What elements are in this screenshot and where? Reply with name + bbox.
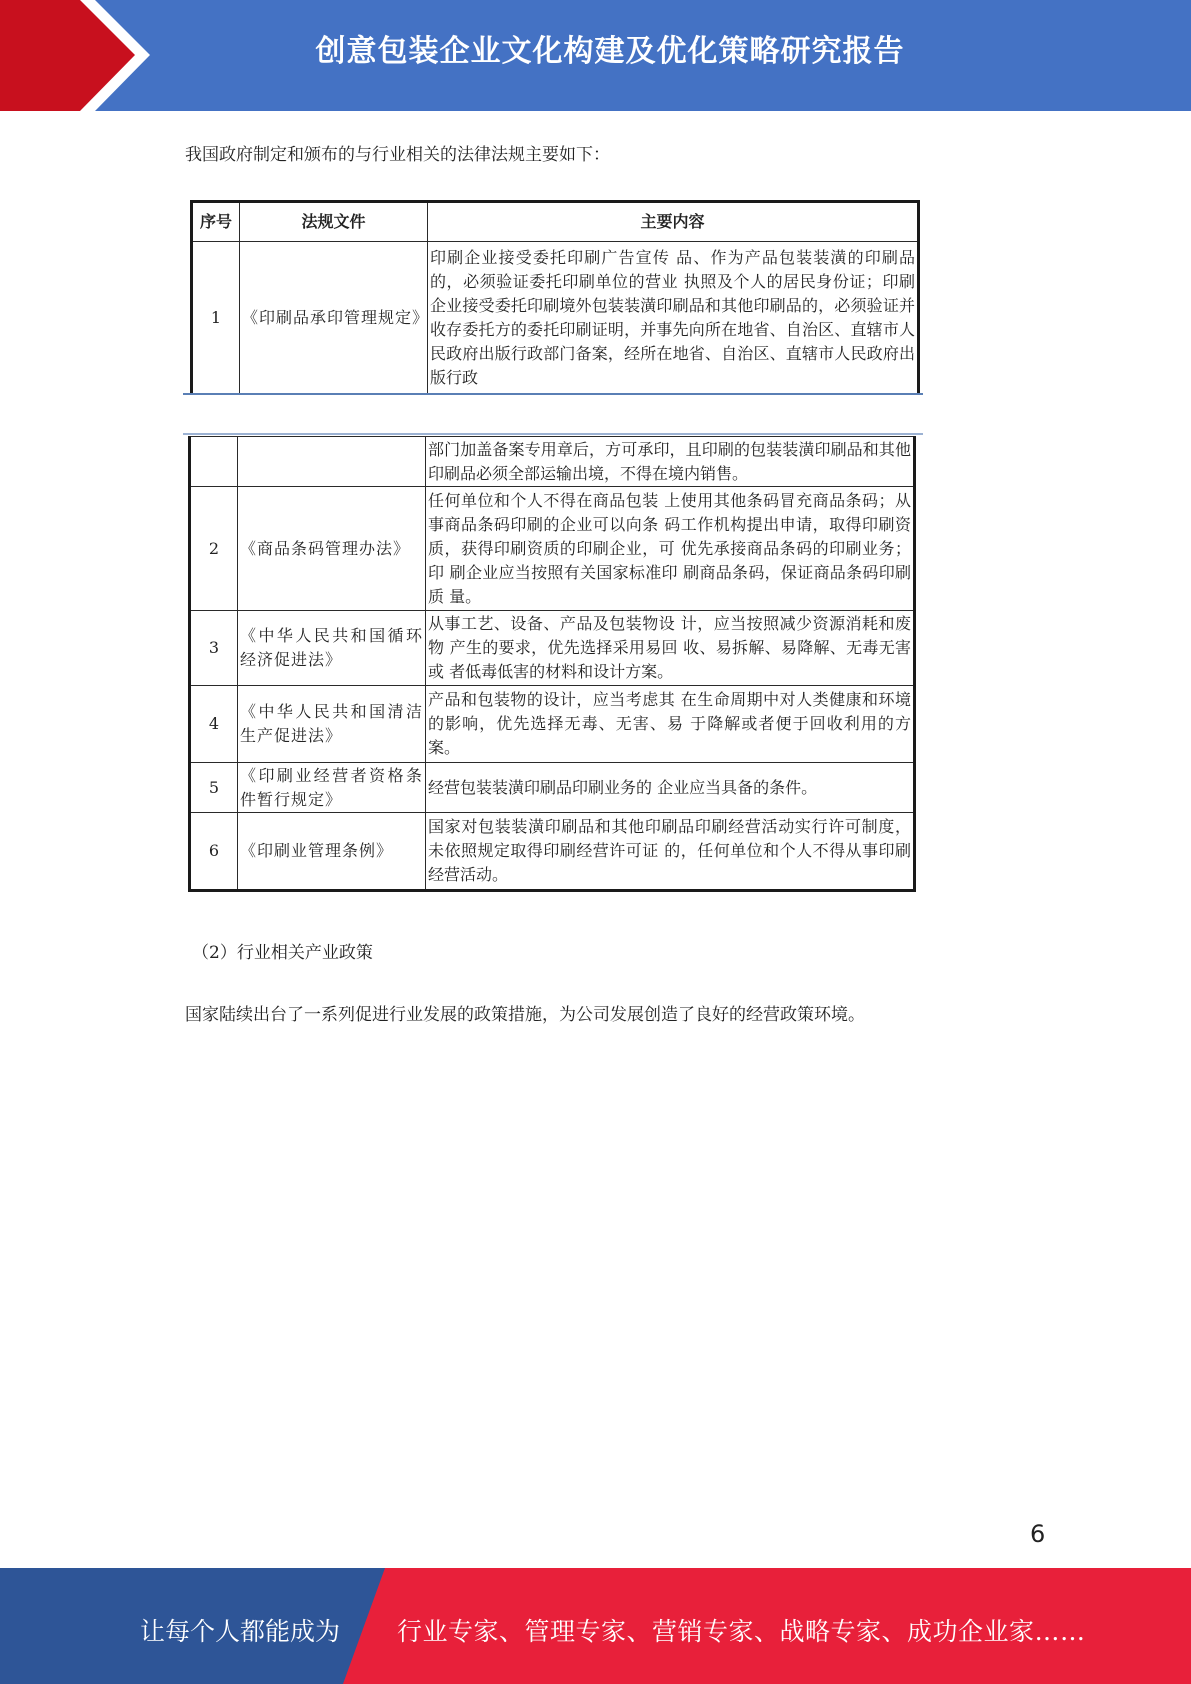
table-row [190, 813, 915, 891]
row-content: 任何单位和个人不得在商品包装 上使用其他条码冒充商品条码；从 事商品条码印刷的企业可以向条 码工作机构提出申请，取得印刷资 质，获得印刷资质的印刷企业，可 优先承接商品条码的印刷业务；印 刷企业应当按照有关国家标准印 刷商品条码，保证商品条码印刷质 量。 [426, 487, 915, 611]
table-row [190, 686, 915, 763]
row-doc: 《印刷品承印管理规定》 [240, 242, 428, 394]
intro-text: 我国政府制定和颁布的与行业相关的法律法规主要如下： [185, 145, 610, 165]
table-row [190, 611, 915, 686]
page-cut-line [183, 433, 923, 435]
row-no: 6 [190, 813, 238, 891]
regulations-table-part1 [190, 200, 920, 394]
row-no: 4 [190, 686, 238, 763]
row-doc: 《印刷业经营者资格条件暂行规定》 [238, 763, 426, 813]
regulations-table-part2 [188, 436, 916, 892]
header-no: 序号 [192, 202, 240, 242]
row-doc: 《中华人民共和国循环经济促进法》 [238, 611, 426, 686]
row-doc: 《中华人民共和国清洁生产促进法》 [238, 686, 426, 763]
table-row [190, 763, 915, 813]
row-content: 部门加盖备案专用章后，方可承印，且印刷的包装装潢印刷品和其他印刷品必须全部运输出境，不得在境内销售。 [426, 437, 915, 487]
row-no: 2 [190, 487, 238, 611]
row-doc: 《印刷业管理条例》 [238, 813, 426, 891]
row-no: 5 [190, 763, 238, 813]
table-header-row [192, 202, 919, 242]
report-title: 创意包装企业文化构建及优化策略研究报告 [315, 34, 905, 69]
header-banner [0, 0, 1191, 111]
row-content: 从事工艺、设备、产品及包装物设 计，应当按照减少资源消耗和废物 产生的要求，优先选择采用易回 收、易拆解、易降解、无毒无害或 者低毒低害的材料和设计方案。 [426, 611, 915, 686]
row-content: 产品和包装物的设计，应当考虑其 在生命周期中对人类健康和环境 的影响，优先选择无毒、无害、易 于降解或者便于回收利用的方案。 [426, 686, 915, 763]
body-paragraph: 国家陆续出台了一系列促进行业发展的政策措施，为公司发展创造了良好的经营政策环境。 [185, 1005, 865, 1025]
table-row [190, 437, 915, 487]
row-content: 国家对包装装潢印刷品和其他印刷品印刷经营活动实行许可制度， 未依照规定取得印刷经营许可证 的，任何单位和个人不得从事印刷 经营活动。 [426, 813, 915, 891]
footer-slogan-left: 让每个人都能成为 [140, 1617, 341, 1646]
table-row [192, 242, 919, 394]
table-row [190, 487, 915, 611]
header-doc: 法规文件 [240, 202, 428, 242]
page-number: 6 [1030, 1520, 1046, 1548]
header-content: 主要内容 [428, 202, 919, 242]
row-doc: 《商品条码管理办法》 [238, 487, 426, 611]
page-cut-line [183, 393, 923, 395]
row-content: 经营包装装潢印刷品印刷业务的 企业应当具备的条件。 [426, 763, 915, 813]
footer-banner [0, 1568, 1191, 1684]
row-no: 1 [192, 242, 240, 394]
section-heading: （2）行业相关产业政策 [192, 943, 373, 963]
row-no: 3 [190, 611, 238, 686]
row-content: 印刷企业接受委托印刷广告宣传 品、作为产品包装装潢的印刷品 的，必须验证委托印刷单位的营业 执照及个人的居民身份证；印刷企业接受委托印刷境外包装装潢印刷品和其他印刷品的，必须验证并收存委托方的委托印刷证明，并事先向所在地省、自治区、直辖市人民政府出版行政部门备案，经所在地省、自治区、直辖市人民政府出版行政 [428, 242, 919, 394]
footer-slogan-right: 行业专家、管理专家、营销专家、战略专家、成功企业家…… [397, 1617, 1086, 1646]
